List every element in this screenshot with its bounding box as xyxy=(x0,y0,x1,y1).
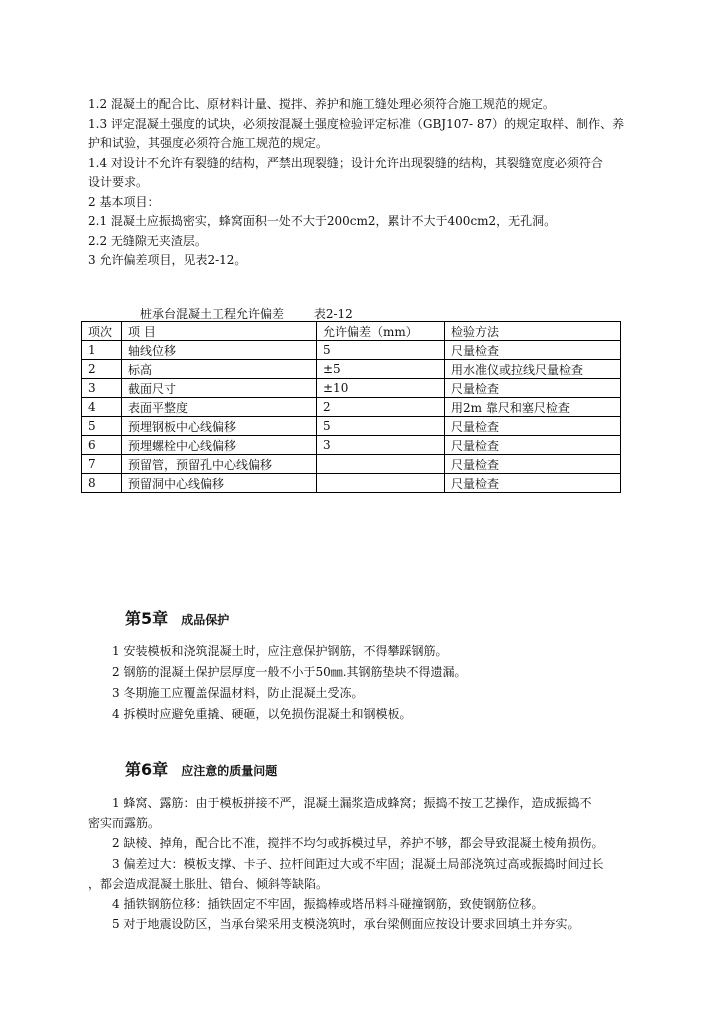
chapter-number: 第6章 xyxy=(125,760,169,779)
text-line: 3 偏差过大：模板支撑、卡子、拉杆间距过大或不牢固；混凝土局部浇筑过高或振捣时间过长 xyxy=(112,857,604,871)
table-cell: 5 xyxy=(317,341,445,360)
table-cell: 尺量检查 xyxy=(445,417,621,436)
table-cell: 用水准仪或拉线尺量检查 xyxy=(445,360,621,379)
text-line: 3 允许偏差项目，见表2-12。 xyxy=(88,253,247,267)
table-cell: 预留管，预留孔中心线偏移 xyxy=(122,455,317,474)
table-cell: 2 xyxy=(82,360,122,379)
table-header-cell: 允许偏差（mm） xyxy=(317,322,445,341)
table-cell: 1 xyxy=(82,341,122,360)
chapter-number: 第5章 xyxy=(125,609,169,628)
table-row xyxy=(82,341,621,360)
table-row xyxy=(82,360,621,379)
chapter-5-heading xyxy=(125,606,229,629)
text-line: 护和试验，其强度必须符合施工规范的规定。 xyxy=(88,136,329,150)
table-cell: 预埋螺栓中心线偏移 xyxy=(122,436,317,455)
table-cell: 5 xyxy=(317,417,445,436)
table-cell: 尺量检查 xyxy=(445,379,621,398)
list-item: 4 拆模时应避免重撬、硬砸，以免损伤混凝土和钢模板。 xyxy=(112,707,412,721)
text-line: 2.2 无缝隙无夹渣层。 xyxy=(88,234,207,248)
list-item: 3 冬期施工应覆盖保温材料，防止混凝土受冻。 xyxy=(112,686,364,700)
table-header-cell: 项次 xyxy=(82,322,122,341)
table-cell: 8 xyxy=(82,474,122,493)
table-header-row xyxy=(82,322,621,341)
table-cell: 用2m 靠尺和塞尺检查 xyxy=(445,398,621,417)
text-line: 1.4 对设计不允许有裂缝的结构，严禁出现裂缝；设计允许出现裂缝的结构，其裂缝宽度必须符合 xyxy=(88,156,603,170)
table-header-cell: 项 目 xyxy=(122,322,317,341)
table-cell: 7 xyxy=(82,455,122,474)
table-cell: 轴线位移 xyxy=(122,341,317,360)
table-row xyxy=(82,417,621,436)
text-line: 设计要求。 xyxy=(88,175,149,189)
table-cell: 预留洞中心线偏移 xyxy=(122,474,317,493)
text-line: 1.2 混凝土的配合比、原材料计量、搅拌、养护和施工缝处理必须符合施工规范的规定。 xyxy=(88,97,555,111)
table-cell: 尺量检查 xyxy=(445,436,621,455)
chapter-title: 成品保护 xyxy=(181,613,230,627)
table-header-cell: 检验方法 xyxy=(445,322,621,341)
table-cell: ±5 xyxy=(317,360,445,379)
table-row xyxy=(82,379,621,398)
table-cell: 3 xyxy=(82,379,122,398)
text-line: 2 基本项目： xyxy=(88,195,160,209)
table-cell: 3 xyxy=(317,436,445,455)
text-line: 2 缺棱、掉角，配合比不准，搅拌不均匀或拆模过早，养护不够，都会导致混凝土棱角损伤。 xyxy=(112,836,604,850)
table-row xyxy=(82,398,621,417)
table-caption xyxy=(140,305,353,322)
tolerance-table xyxy=(81,321,621,493)
table-cell: 标高 xyxy=(122,360,317,379)
table-cell xyxy=(317,474,445,493)
text-line: 5 对于地震设防区，当承台梁采用支模浇筑时，承台梁侧面应按设计要求回填土并夯实。 xyxy=(112,917,580,931)
table-cell: 尺量检查 xyxy=(445,341,621,360)
table-cell: 截面尺寸 xyxy=(122,379,317,398)
table-cell: 5 xyxy=(82,417,122,436)
text-line: 2.1 混凝土应振捣密实，蜂窝面积一处不大于200cm2，累计不大于400cm2，无孔洞。 xyxy=(88,214,557,228)
table-cell: ±10 xyxy=(317,379,445,398)
text-line: 1 蜂窝、露筋：由于模板拼接不严，混凝土漏浆造成蜂窝；振捣不按工艺操作，造成振捣不 xyxy=(112,796,592,810)
text-line: ，都会造成混凝土胀肚、错台、倾斜等缺陷。 xyxy=(88,877,329,891)
table-cell: 2 xyxy=(317,398,445,417)
table-cell: 尺量检查 xyxy=(445,455,621,474)
chapter-6-heading xyxy=(125,757,277,780)
list-item: 1 安装模板和浇筑混凝土时，应注意保护钢筋，不得攀踩钢筋。 xyxy=(112,644,448,658)
table-row xyxy=(82,436,621,455)
table-cell: 4 xyxy=(82,398,122,417)
table-cell: 6 xyxy=(82,436,122,455)
table-cell: 预埋钢板中心线偏移 xyxy=(122,417,317,436)
list-item: 2 钢筋的混凝土保护层厚度一般不小于50㎜.其钢筋垫块不得遗漏。 xyxy=(112,665,467,679)
table-caption-title: 桩承台混凝土工程允许偏差 xyxy=(140,307,285,321)
table-cell xyxy=(317,455,445,474)
text-line: 密实而露筋。 xyxy=(88,816,161,830)
text-line: 1.3 评定混凝土强度的试块，必须按混凝土强度检验评定标准（GBJ107- 87）的规定取样、制作、养 xyxy=(88,117,625,131)
table-row xyxy=(82,455,621,474)
table-cell: 尺量检查 xyxy=(445,474,621,493)
table-number: 表2-12 xyxy=(313,307,353,321)
table-row xyxy=(82,474,621,493)
table-cell: 表面平整度 xyxy=(122,398,317,417)
chapter-title: 应注意的质量问题 xyxy=(181,764,278,778)
text-line: 4 插铁钢筋位移：插铁固定不牢固，振捣棒或塔吊料斗碰撞钢筋，致使钢筋位移。 xyxy=(112,897,544,911)
